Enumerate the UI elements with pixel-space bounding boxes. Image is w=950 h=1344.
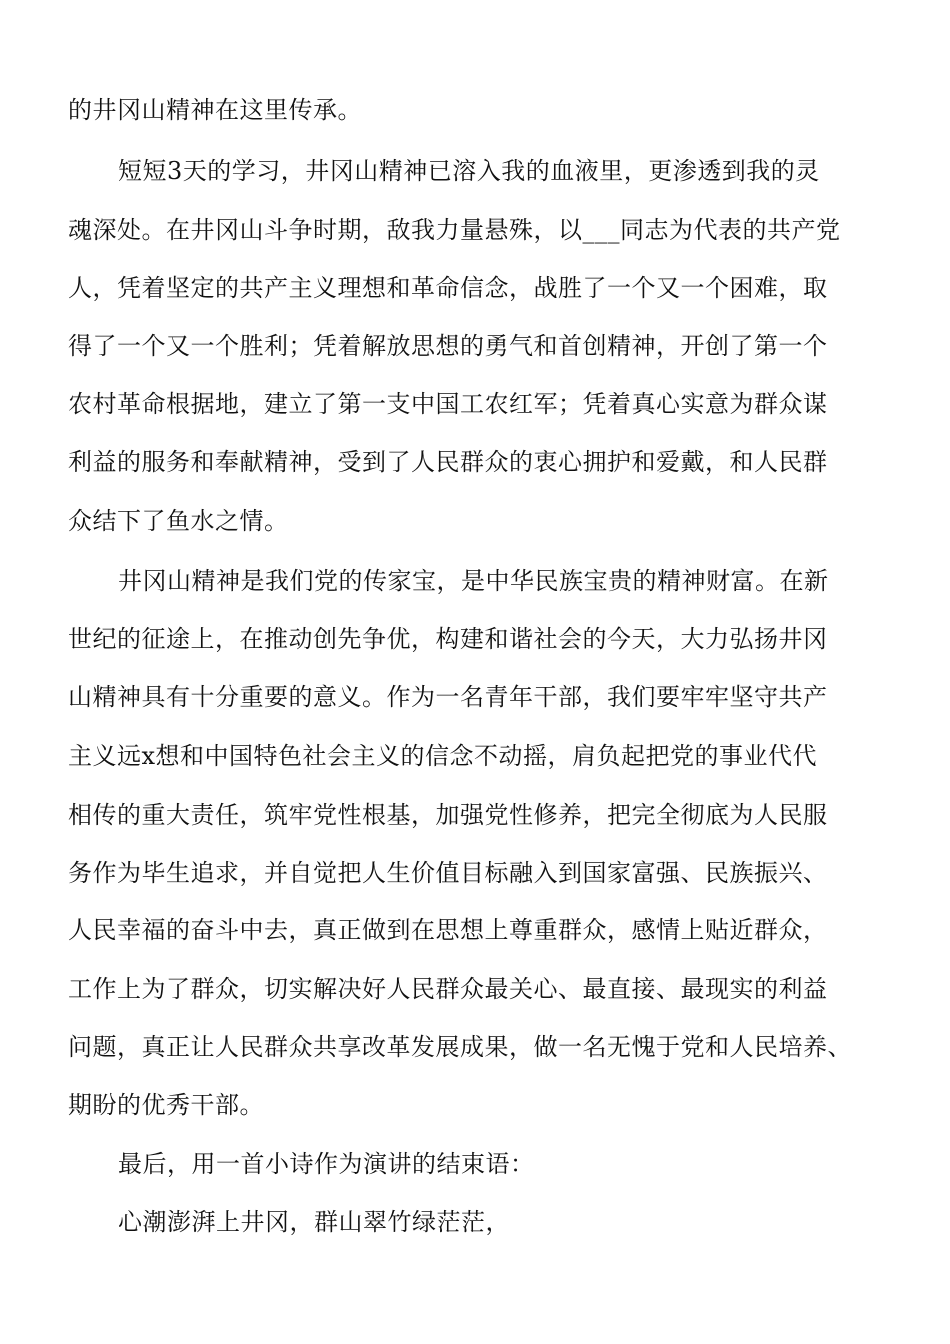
text-line: 山精神具有十分重要的意义。作为一名青年干部，我们要牢牢坚守共产: [68, 683, 828, 711]
text-line: 魂深处。在井冈山斗争时期，敌我力量悬殊，以___同志为代表的共产党: [68, 216, 841, 244]
text-line: 主义远x想和中国特色社会主义的信念不动摇，肩负起把党的事业代代: [68, 742, 818, 770]
paragraph-first-line: 井冈山精神是我们党的传家宝，是中华民族宝贵的精神财富。在新: [118, 567, 829, 595]
text-line: 务作为毕生追求，并自觉把人生价值目标融入到国家富强、民族振兴、: [68, 859, 828, 887]
text-line: 人，凭着坚定的共产主义理想和革命信念，战胜了一个又一个困难，取: [68, 274, 828, 302]
text-line: 世纪的征途上，在推动创先争优，构建和谐社会的今天，大力弘扬井冈: [68, 625, 828, 653]
text-line: 众结下了鱼水之情。: [68, 507, 289, 535]
paragraph-first-line: 最后，用一首小诗作为演讲的结束语：: [118, 1150, 535, 1178]
text-line: 利益的服务和奉献精神，受到了人民群众的衷心拥护和爱戴，和人民群: [68, 448, 828, 476]
text-line: 农村革命根据地，建立了第一支中国工农红军；凭着真心实意为群众谋: [68, 390, 828, 418]
text-line: 问题，真正让人民群众共享改革发展成果，做一名无愧于党和人民培养、: [68, 1033, 852, 1061]
text-line: 期盼的优秀干部。: [68, 1091, 264, 1119]
poem-line: 心潮澎湃上井冈，群山翠竹绿茫茫，: [118, 1208, 510, 1236]
text-line: 得了一个又一个胜利；凭着解放思想的勇气和首创精神，开创了第一个: [68, 332, 828, 360]
text-line: 人民幸福的奋斗中去，真正做到在思想上尊重群众，感情上贴近群众，: [68, 916, 828, 944]
text-line: 工作上为了群众，切实解决好人民群众最关心、最直接、最现实的利益: [68, 975, 828, 1003]
text-line: 的井冈山精神在这里传承。: [68, 96, 362, 124]
paragraph-first-line: 短短3天的学习，井冈山精神已溶入我的血液里，更渗透到我的灵: [118, 157, 820, 185]
text-line: 相传的重大责任，筑牢党性根基，加强党性修养，把完全彻底为人民服: [68, 801, 828, 829]
